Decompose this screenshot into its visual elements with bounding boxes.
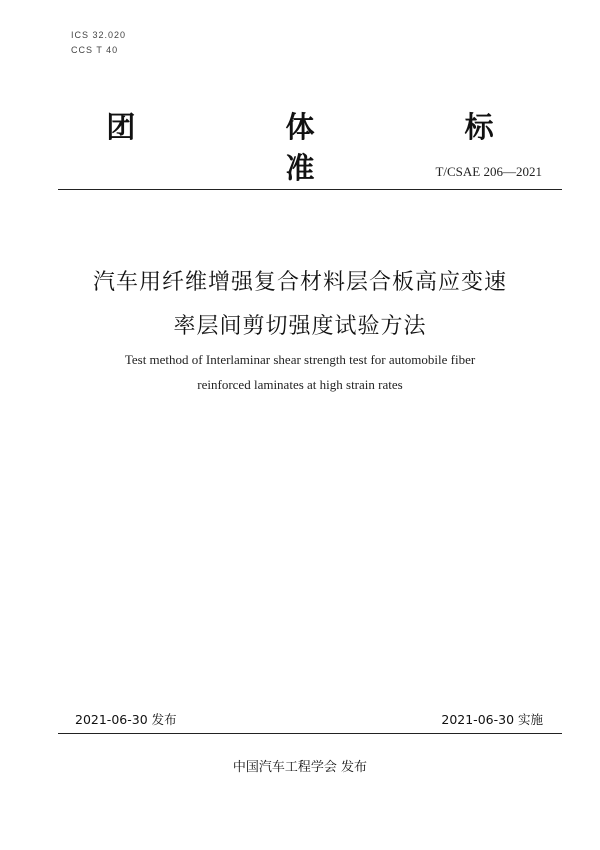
title-chinese-line-2: 率层间剪切强度试验方法 (173, 314, 427, 339)
footer-divider (58, 733, 562, 734)
document-number: T/CSAE 206—2021 (435, 164, 542, 179)
title-english-line-1: Test method of Interlaminar shear strength test for automobile fiber (124, 352, 476, 367)
ccs-code: CCS T 40 (71, 45, 119, 55)
ics-code: ICS 32.020 (71, 30, 127, 40)
title-english-line-2: reinforced laminates at high strain rates (197, 377, 403, 392)
implementation-date: 2021-06-30 实施 (441, 712, 543, 727)
header-divider (58, 189, 562, 190)
issuing-organization: 中国汽车工程学会 发布 (232, 760, 368, 775)
title-chinese-line-1: 汽车用纤维增强复合材料层合板高应变速 (92, 270, 507, 295)
standard-type-banner: 团 体 标 准 (106, 110, 564, 185)
publish-date: 2021-06-30 发布 (75, 712, 177, 727)
